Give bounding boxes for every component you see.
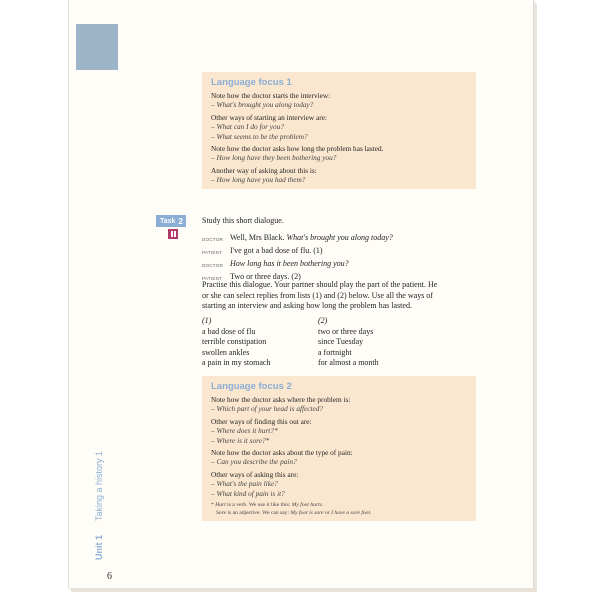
speaker-label: PATIENT (202, 276, 223, 281)
footnote-hurt: * Hurt is a verb. We use it like this: My foot hurts. (211, 502, 324, 509)
language-focus-2-box (202, 376, 476, 521)
reply-list-2: (2) two or three days since Tuesday a fortnight for almost a month (318, 316, 438, 369)
lf2-example: – Which part of your head is affected? (211, 404, 324, 414)
lf2-line: Other ways of asking this are: (211, 469, 299, 479)
speaker-label: PATIENT (202, 250, 223, 255)
list-item: terrible constipation (202, 337, 267, 346)
lf1-line: Another way of asking about this is: (211, 165, 317, 175)
task-instruction: Study this short dialogue. (202, 216, 284, 225)
footnote-sore: Sore is an adjective. We can say: My foot is sore or I have a sore foot. (216, 510, 372, 517)
list-item: swollen ankles (202, 347, 250, 357)
list-item: a bad dose of flu (202, 326, 256, 336)
list-item: a pain in my stomach (202, 358, 271, 367)
dialogue-row: PATIENT I've got a bad dose of flu. (1) (202, 245, 393, 258)
unit-side-label (94, 451, 104, 560)
lf2-example: – Where does it hurt?* (211, 426, 278, 436)
lf1-example: – What's brought you along today? (211, 100, 314, 110)
lf2-example: – Can you describe the pain? (211, 457, 297, 467)
lf2-example: – What's the pain like? (211, 479, 278, 489)
task-label: Task (160, 218, 176, 225)
reply-list-1: (1) a bad dose of flu terrible constipation swollen ankles a pain in my stomach (202, 316, 318, 369)
corner-color-block (76, 24, 118, 70)
lf1-example: – What seems to be the problem? (211, 131, 308, 141)
lf1-example: – How long have you had them? (211, 175, 306, 185)
language-focus-1-box (202, 72, 476, 189)
reply-lists (202, 316, 438, 369)
lf1-line: Note how the doctor asks how long the problem has lasted. (211, 144, 384, 154)
lf2-example: – Where is it sore?* (211, 435, 270, 445)
task-badge (156, 215, 186, 227)
list-item: a fortnight (318, 347, 352, 357)
dialogue-row: PATIENT Two or three days. (2) (202, 271, 393, 284)
lf1-line: Note how the doctor starts the interview: (211, 91, 331, 100)
lf2-line: Note how the doctor asks where the problem is: (211, 395, 351, 404)
lf2-line: Note how the doctor asks about the type of pain: (211, 448, 353, 458)
page-number: 6 (107, 571, 112, 582)
list-item: since Tuesday (318, 337, 364, 346)
pair-work-icon (168, 229, 178, 239)
language-focus-1-title: Language focus 1 (211, 77, 292, 88)
lf1-example: – How long have they been bothering you? (211, 153, 337, 163)
list-item: two or three days (318, 326, 374, 336)
speaker-label: DOCTOR (202, 263, 224, 268)
dialogue-row: DOCTOR Well, Mrs Black. What's brought you along today? (202, 232, 393, 245)
speaker-label: DOCTOR (202, 237, 224, 242)
unit-subtitle: Taking a history 1 (94, 450, 104, 521)
task-number: 2 (178, 217, 183, 226)
lf1-example: – What can I do for you? (211, 122, 284, 132)
dialogue-row: DOCTOR How long has it been bothering you? (202, 258, 393, 271)
lf2-example: – What kind of pain is it? (211, 488, 285, 498)
lf1-line: Other ways of starting an interview are: (211, 112, 327, 122)
lf2-line: Other ways of finding this out are: (211, 416, 312, 426)
language-focus-2-title: Language focus 2 (211, 381, 292, 392)
dialogue (202, 232, 393, 284)
practice-instructions: Practise this dialogue. Your partner should play the part of the patient. He or she can select replies from lists (1) and (2) below. Use all the ways of starting an interview and asking how long the problem has lasted. (202, 280, 438, 310)
unit-label: Unit 1 (94, 534, 104, 560)
list-item: for almost a month (318, 358, 379, 367)
